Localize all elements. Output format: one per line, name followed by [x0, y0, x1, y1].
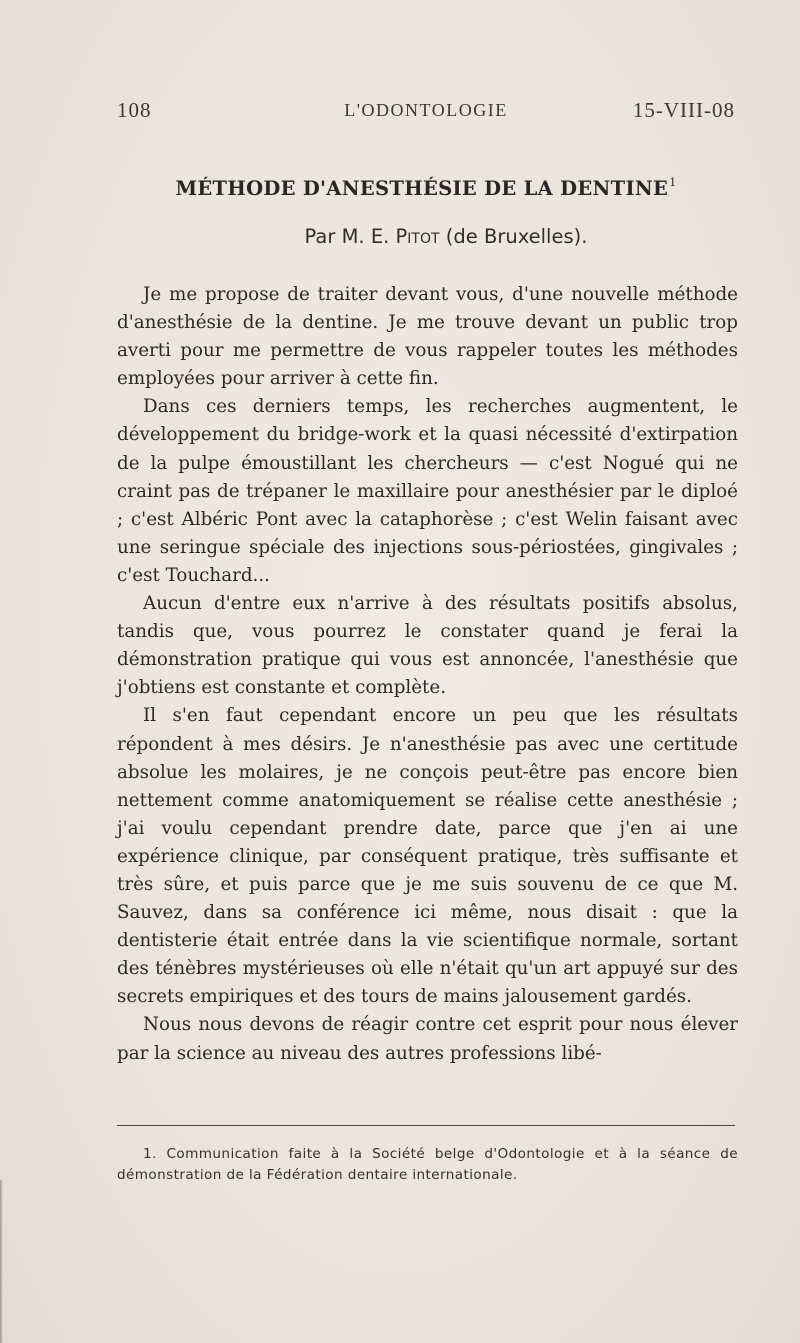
footnote-divider [117, 1125, 735, 1126]
article-body [117, 281, 738, 1068]
byline-author: Pitot [395, 225, 440, 248]
paragraph: Aucun d'entre eux n'arrive à des résultats positifs absolus, tandis que, vous pourrez le constater quand je ferai la démonstration pratique qui vous est annoncée, l'anesthésie que j'obtiens est constante et complète. [117, 593, 738, 699]
byline-prefix: Par M. E. [304, 225, 390, 248]
paragraph: Il s'en faut cependant encore un peu que les résultats répondent à mes désirs. Je n'anesthésie pas avec une certitude absolue les molaires, je ne conçois peut-être pas encore bien nettement comme anatomiquement se réalise cette anesthésie ; j'ai voulu cependant prendre date, parce que j'en ai une expérience clinique, par conséquent pratique, très suffisante et très sûre, et puis parce que je me suis souvenu de ce que M. Sauvez, dans sa conférence ici même, nous disait : que la dentisterie était entrée dans la vie scientifique normale, sortant des ténèbres mystérieuses où elle n'était qu'un art appuyé sur des secrets empiriques et des tours de mains jalousement gardés. [117, 705, 738, 1008]
paragraph: Je me propose de traiter devant vous, d'une nouvelle méthode d'anesthésie de la dentine. Je me trouve devant un public trop averti pour me permettre de vous rappeler toutes les méthodes employées pour arriver à cette fin. [117, 284, 738, 390]
issue-date: 15-VIII-08 [632, 98, 735, 122]
page-number: 108 [117, 98, 152, 122]
byline-suffix: (de Bruxelles). [445, 225, 588, 248]
paragraph: Dans ces derniers temps, les recherches augmentent, le développement du bridge-work et la quasi nécessité d'extirpation de la pulpe émoustillant les chercheurs — c'est Nogué qui ne craint pas de trépaner le maxillaire pour anesthésier par le diploé ; c'est Albéric Pont avec la cataphorèse ; c'est Welin faisant avec une seringue spéciale des injections sous-périostées, gingivales ; c'est Touchard... [117, 396, 738, 586]
running-header [117, 98, 735, 128]
byline [117, 225, 735, 248]
article-title [117, 176, 735, 200]
article-title-text: MÉTHODE D'ANESTHÉSIE DE LA DENTINE [175, 177, 669, 200]
page-edge-shadow [0, 1180, 3, 1343]
footnote: 1. Communication faite à la Société belge d'Odontologie et à la séance de démonstration de la Fédération dentaire internationale. [117, 1146, 738, 1183]
journal-title: L'ODONTOLOGIE [344, 100, 508, 120]
footnote-marker: 1 [669, 176, 677, 189]
paragraph: Nous nous devons de réagir contre cet esprit pour nous élever par la science au niveau des autres professions libé- [117, 1014, 738, 1064]
